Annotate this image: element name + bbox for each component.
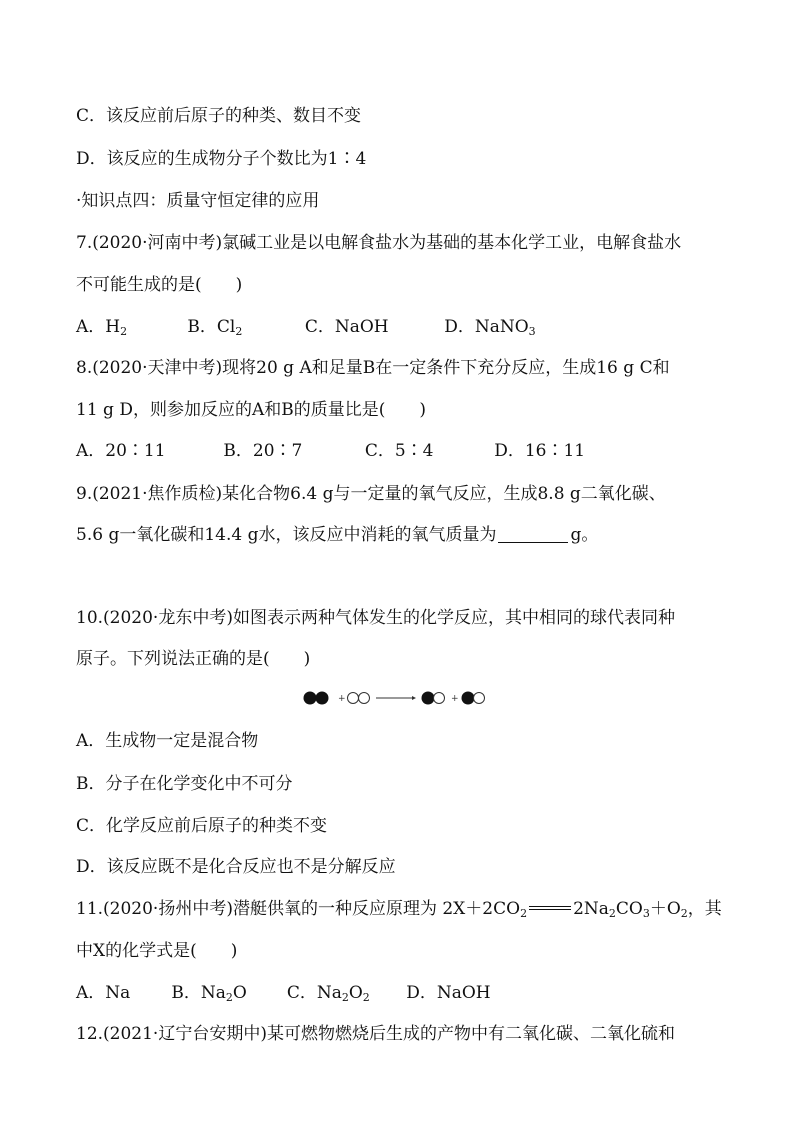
q11-options xyxy=(76,982,491,1004)
q7-line1: 7.(2020·河南中考)氯碱工业是以电解食盐水为基础的基本化学工业，电解食盐水 xyxy=(76,233,682,253)
molecule-b-atom1 xyxy=(348,693,359,704)
line-d: D．该反应的生成物分子个数比为1∶4 xyxy=(76,149,367,169)
q7-line2: 不可能生成的是( ) xyxy=(76,275,243,295)
q11-option-d: D．NaOH xyxy=(406,983,491,1003)
q8-option-c: C．5∶4 xyxy=(364,441,434,461)
product1-atom1 xyxy=(422,692,435,705)
q10-option-d: D．该反应既不是化合反应也不是分解反应 xyxy=(76,857,396,877)
q11-option-c: C．$Na_2O_2$ xyxy=(286,983,370,1004)
section-heading: ·知识点四：质量守恒定律的应用 xyxy=(76,191,320,211)
product1-atom2 xyxy=(434,693,445,704)
q10-option-a: A．生成物一定是混合物 xyxy=(76,731,259,751)
q10-line2: 原子。下列说法正确的是( ) xyxy=(76,649,311,669)
q8-line2: 11 g D，则参加反应的A和B的质量比是( ) xyxy=(76,400,426,420)
q7-option-d: D．NaNO$_3$ xyxy=(444,317,536,338)
q7-options xyxy=(76,316,536,338)
q10-line1: 10.(2020·龙东中考)如图表示两种气体发生的化学反应，其中相同的球代表同种 xyxy=(76,608,675,628)
q9-line1: 9.(2021·焦作质检)某化合物6.4 g与一定量的氧气反应，生成8.8 g二氧化碳、 xyxy=(76,484,666,504)
reaction-arrow-head xyxy=(412,696,416,700)
plus-sign-1: + xyxy=(338,694,346,704)
q8-option-a: A．20∶11 xyxy=(76,441,166,461)
q12-line1: 12.(2021·辽宁台安期中)某可燃物燃烧后生成的产物中有二氧化碳、二氧化硫和 xyxy=(76,1024,675,1044)
q8-line1: 8.(2020·天津中考)现将20 g A和足量B在一定条件下充分反应，生成16 g C和 xyxy=(76,358,670,378)
reaction-diagram xyxy=(300,686,500,710)
molecule-b-atom2 xyxy=(359,693,370,704)
q7-option-b: B．$Cl_2$ xyxy=(187,317,243,338)
q8-options xyxy=(76,440,585,462)
plus-sign-2: + xyxy=(451,694,459,704)
q7-option-a: A．$H_2$ xyxy=(76,317,128,338)
q11-option-a: A．Na xyxy=(76,983,131,1003)
line-c: C．该反应前后原子的种类、数目不变 xyxy=(76,106,362,126)
q7-option-c: C．NaOH xyxy=(304,317,389,337)
equals-sign xyxy=(529,906,571,910)
q8-option-b: B．20∶7 xyxy=(223,441,303,461)
q9-answer-blank[interactable] xyxy=(498,525,568,543)
q8-option-d: D．16∶11 xyxy=(494,441,586,461)
molecule-a-atom2 xyxy=(316,692,329,705)
q11-line2: 中X的化学式是( ) xyxy=(76,941,238,961)
q11-option-b: B．$Na_2O$ xyxy=(171,983,247,1004)
q11-line1: 11.(2020·扬州中考)潜艇供氧的一种反应原理为 $2X+2CO_2$ $2Na_2CO_3+O_2$，其 xyxy=(76,899,722,920)
q9-line2: 5.6 g一氧化碳和14.4 g水，该反应中消耗的氧气质量为 g。 xyxy=(76,525,599,545)
product2-atom2 xyxy=(474,693,485,704)
molecule-a-atom1 xyxy=(304,692,317,705)
q10-option-b: B．分子在化学变化中不可分 xyxy=(76,774,293,794)
q10-option-c: C．化学反应前后原子的种类不变 xyxy=(76,816,328,836)
product2-atom1 xyxy=(462,692,475,705)
